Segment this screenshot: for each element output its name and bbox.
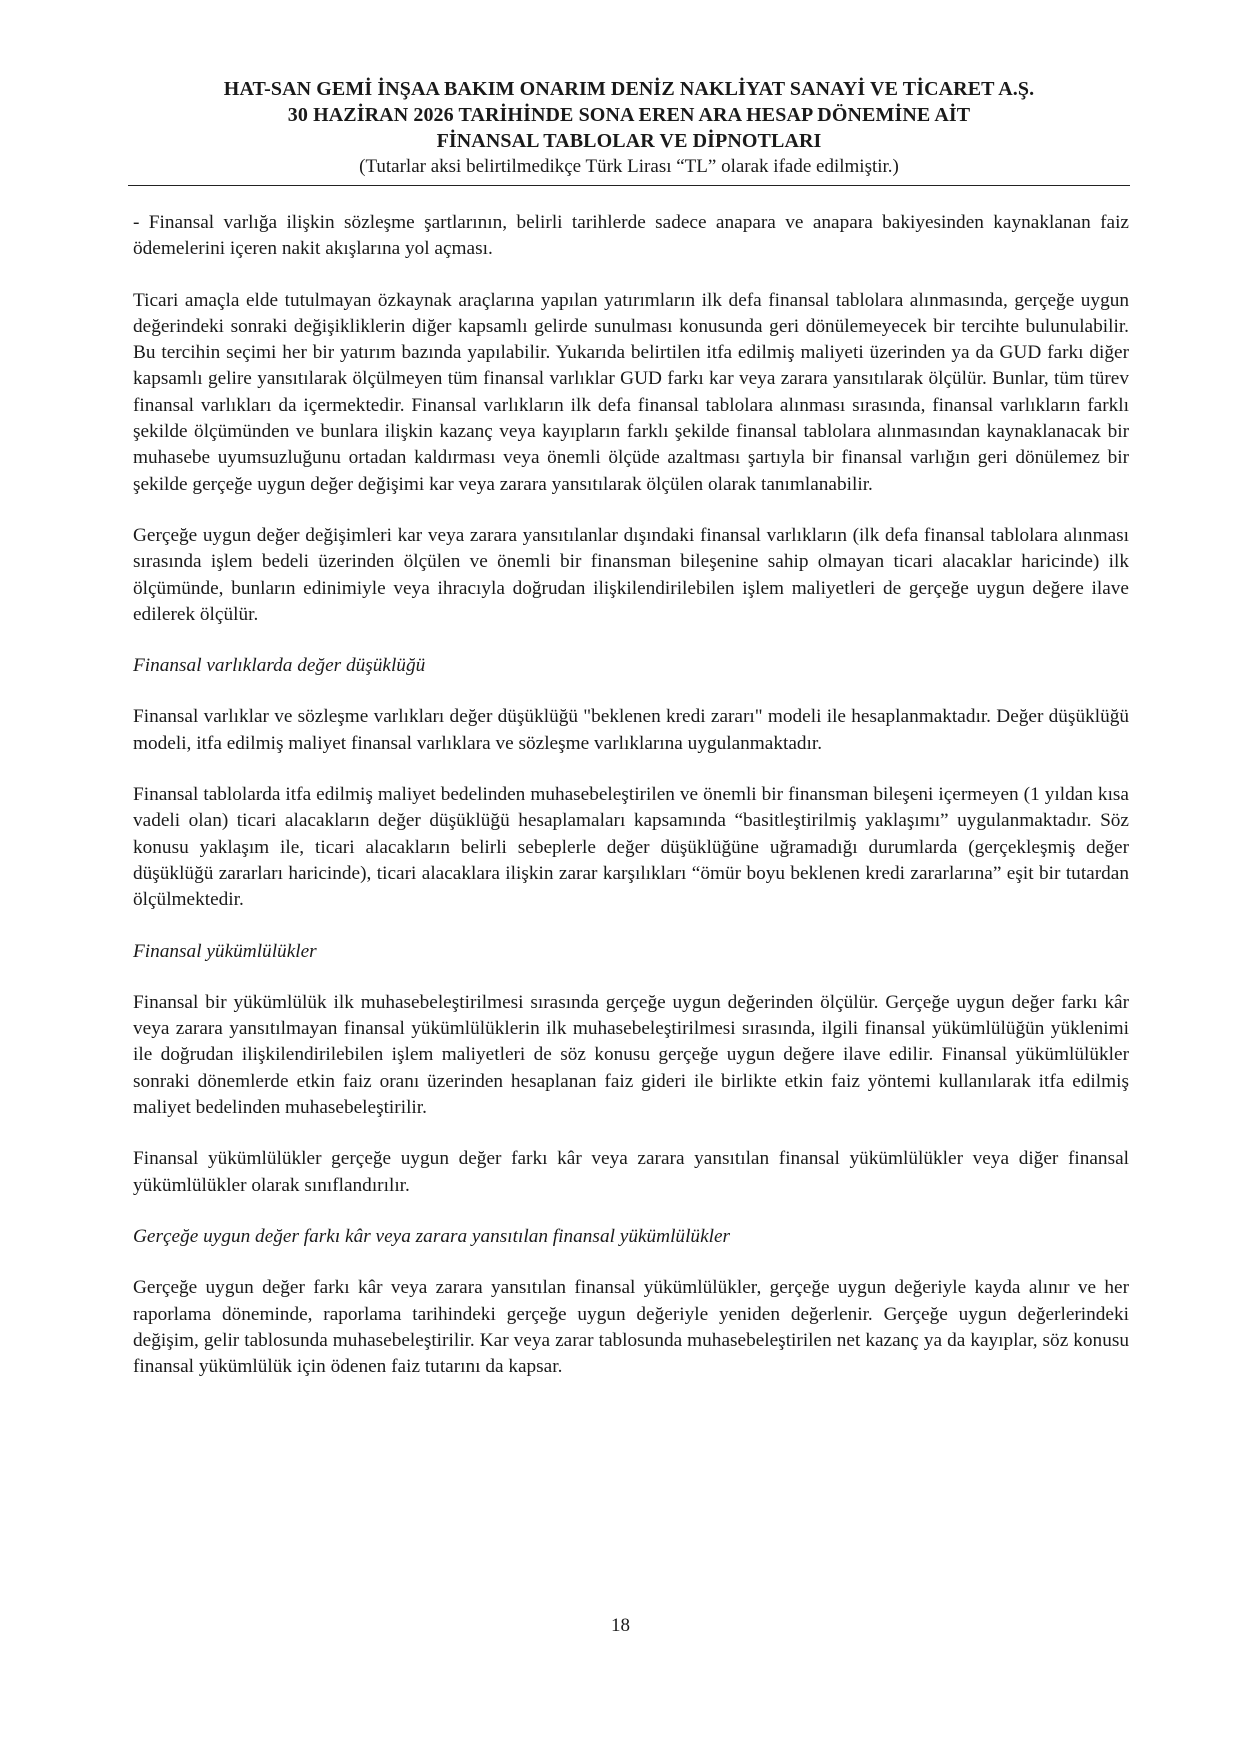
paragraph-contract-terms: - Finansal varlığa ilişkin sözleşme şartlarının, belirli tarihlerde sadece anapara ve anapara bakiyesinden kaynaklanan faiz ödemelerini içeren nakit akışlarına yol açması.	[133, 212, 1129, 260]
section-heading-liabilities: Finansal yükümlülükler	[133, 940, 317, 962]
paragraph-fvtpl-liabilities: Gerçeğe uygun değer farkı kâr veya zarara yansıtılan finansal yükümlülükler, gerçeğe uygun değeriyle kayda alınır ve her raporlama döneminde, raporlama tarihindeki gerçeğe uygun değeriyle yeniden değerlenir. Gerçeğe uygun değerlerindeki değişim, gelir tablosunda muhasebeleştirilir. Kar veya zarar tablosunda muhasebeleştirilen net kazanç ya da kayıplar, söz konusu finansal yükümlülük için ödenen faiz tutarını da kapsar.	[133, 1277, 1129, 1378]
paragraph-liability-measurement: Finansal bir yükümlülük ilk muhasebeleştirilmesi sırasında gerçeğe uygun değerinden ölçülür. Gerçeğe uygun değer farkı kâr veya zarara yansıtılmayan finansal yükümlülüklerin ilk muhasebeleştirilmesi sırasında, ilgili finansal yükümlülüğün yüklenimi ile doğrudan ilişkilendirilebilen işlem maliyetleri de söz konusu gerçeğe uygun değere ilave edilir. Finansal yükümlülükler sonraki dönemlerde etkin faiz oranı üzerinden hesaplanan faiz gideri ile birlikte etkin faiz yöntemi kullanılarak itfa edilmiş maliyet bedelinden muhasebeleştirilir.	[133, 991, 1129, 1119]
paragraph-transaction-costs: Gerçeğe uygun değer değişimleri kar veya zarara yansıtılanlar dışındaki finansal varlıkların (ilk defa finansal tablolara alınması sırasında işlem bedeli üzerinden ölçülen ve önemli bir finansman bileşenine sahip olmayan ticari alacaklar haricinde) ilk ölçümünde, bunların edinimiyle veya ihracıyla doğrudan ilişkilendirilebilen işlem maliyetleri de gerçeğe uygun değere ilave edilerek ölçülür.	[133, 524, 1129, 625]
paragraph-simplified-approach: Finansal tablolarda itfa edilmiş maliyet bedelinden muhasebeleştirilen ve önemli bir finansman bileşeni içermeyen (1 yıldan kısa vadeli olan) ticari alacakların değer düşüklüğü hesaplamaları kapsamında “basitleştirilmiş yaklaşımı” uygulanmaktadır. Söz konusu yaklaşım ile, ticari alacakların belirli sebeplerle değer düşüklüğüne uğramadığı durumlarda (gerçekleşmiş değer düşüklüğü zararları haricinde), ticari alacaklara ilişkin zarar karşılıkları “ömür boyu beklenen kredi zararlarına” eşit bir tutardan ölçülmektedir.	[133, 784, 1129, 911]
header-divider	[128, 185, 1130, 186]
section-heading-fvtpl-liabilities: Gerçeğe uygun değer farkı kâr veya zarara yansıtılan finansal yükümlülükler	[133, 1225, 731, 1247]
page-header	[128, 76, 1130, 180]
company-name: HAT-SAN GEMİ İNŞAA BAKIM ONARIM DENİZ NAKLİYAT SANAYİ VE TİCARET A.Ş.	[223, 78, 1035, 100]
document-title: FİNANSAL TABLOLAR VE DİPNOTLARI	[436, 130, 822, 152]
page-number: 18	[611, 1615, 630, 1636]
paragraph-equity-instruments: Ticari amaçla elde tutulmayan özkaynak araçlarına yapılan yatırımların ilk defa finansal tablolara alınmasında, gerçeğe uygun değerindeki sonraki değişikliklerin diğer kapsamlı gelirde sunulması konusunda geri dönülemeyecek bir tercihte bulunulabilir. Bu tercihin seçimi her bir yatırım bazında yapılabilir. Yukarıda belirtilen itfa edilmiş maliyeti üzerinden ya da GUD farkı diğer kapsamlı gelire yansıtılarak ölçülmeyen tüm finansal varlıklar GUD farkı kar veya zarara yansıtılarak ölçülür. Bunlar, tüm türev finansal varlıkları da içermektedir. Finansal varlıkların ilk defa finansal tablolara alınması sırasında, finansal varlıkların farklı şekilde ölçümünden ve bunlara ilişkin kazanç veya kayıpların farklı şekilde finansal tablolara alınmasından kaynaklanacak bir muhasebe uyumsuzluğunu ortadan kaldırması veya önemli ölçüde azaltması şartıyla bir finansal varlığın geri dönülemez bir şekilde gerçeğe uygun değer değişimi kar veya zarara yansıtılarak ölçülen olarak tanımlanabilir.	[133, 289, 1129, 495]
currency-note: (Tutarlar aksi belirtilmedikçe Türk Lirası “TL” olarak ifade edilmiştir.)	[359, 156, 899, 177]
paragraph-expected-credit-loss: Finansal varlıklar ve sözleşme varlıkları değer düşüklüğü "beklenen kredi zararı" modeli ile hesaplanmaktadır. Değer düşüklüğü modeli, itfa edilmiş maliyet finansal varlıklara ve sözleşme varlıklarına uygulanmaktadır.	[133, 706, 1129, 754]
section-heading-impairment: Finansal varlıklarda değer düşüklüğü	[133, 655, 426, 677]
page-body	[133, 210, 1129, 1405]
reporting-period: 30 HAZİRAN 2026 TARİHİNDE SONA EREN ARA HESAP DÖNEMİNE AİT	[287, 104, 971, 126]
paragraph-liability-classification: Finansal yükümlülükler gerçeğe uygun değer farkı kâr veya zarara yansıtılan finansal yükümlülükler veya diğer finansal yükümlülükler olarak sınıflandırılır.	[133, 1148, 1129, 1196]
